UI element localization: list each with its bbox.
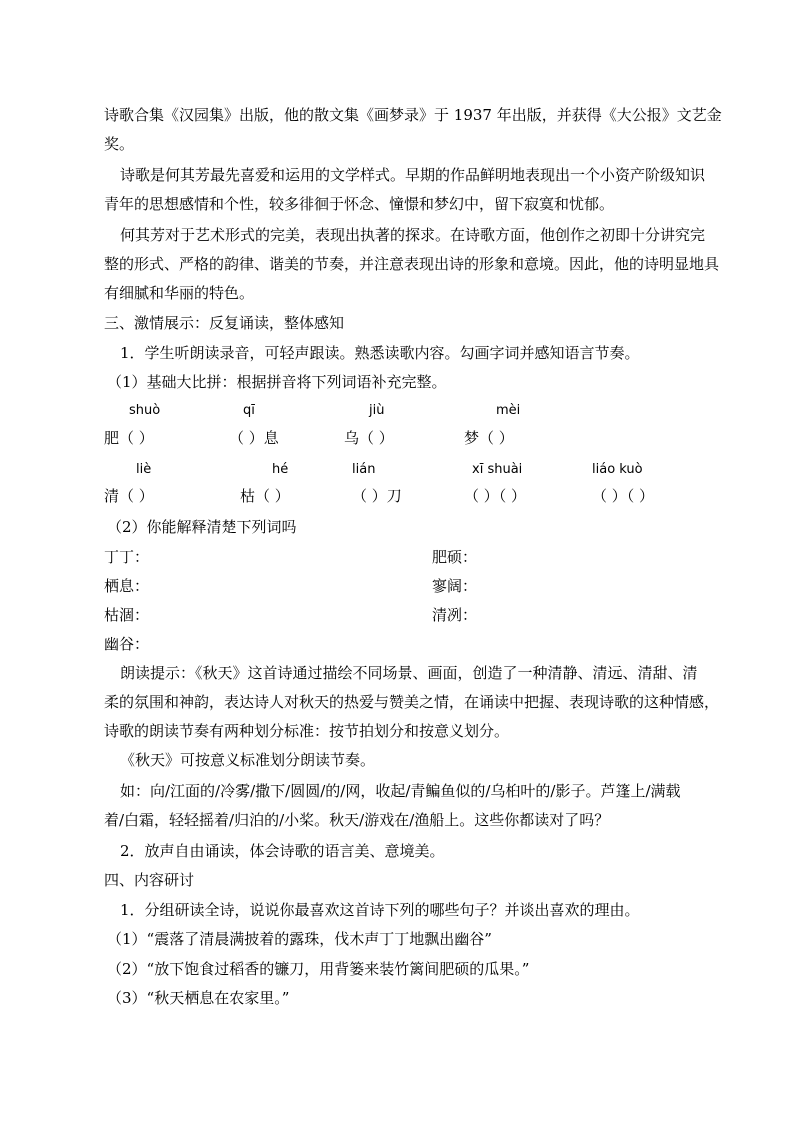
paragraph-3-line-2: 整的形式、严格的韵律、谐美的节奏，并注意表现出诗的形象和意境。因此，他的诗明显地具: [104, 255, 720, 273]
pinyin-mei: mèi: [496, 403, 521, 418]
intro-line-2: 奖。: [104, 135, 135, 153]
section-3-item-2: 2．放声自由诵读，体会诗歌的语言美、意境美。: [120, 842, 445, 860]
term-yougu: 幽谷：: [104, 635, 150, 653]
pinyin-lian: lián: [352, 462, 376, 477]
reading-tip-line-3: 诗歌的朗读节奏有两种划分标准：按节拍划分和按意义划分。: [104, 722, 510, 740]
pinyin-shuo: shuò: [129, 403, 161, 418]
rhythm-intro: 《秋天》可按意义标准划分朗读节奏。: [120, 751, 376, 769]
fill-word-fei: 肥（ ）: [104, 429, 154, 447]
term-qinglie: 清冽：: [432, 606, 478, 624]
fill-word-dao: （ ）刀: [352, 487, 402, 505]
section-3-heading: 三、激情展示：反复诵读，整体感知: [104, 314, 345, 332]
pinyin-qi: qī: [243, 403, 255, 418]
pinyin-he: hé: [272, 462, 289, 477]
term-kuhe: 枯涸：: [104, 606, 150, 624]
section-4-item-1: 1．分组研读全诗，说说你最喜欢这首诗下列的哪些句子？并谈出喜欢的理由。: [120, 901, 640, 919]
term-qixi: 栖息：: [104, 577, 150, 595]
question-2: （2）“放下饱食过稻香的镰刀，用背篓来装竹篱间肥硕的瓜果。”: [107, 960, 530, 978]
pinyin-liaokuo: liáo kuò: [592, 462, 643, 477]
fill-word-xi: （ ）息: [229, 429, 279, 447]
paragraph-3-line-3: 有细腻和华丽的特色。: [104, 284, 255, 302]
fill-word-wu: 乌（ ）: [344, 429, 394, 447]
reading-tip-line-1: 朗读提示：《秋天》这首诗通过描绘不同场景、画面，创造了一种清静、清远、清甜、清: [120, 664, 698, 682]
fill-word-qing: 清（ ）: [104, 487, 154, 505]
section-3-sub-2: （2）你能解释清楚下列词吗: [107, 518, 297, 536]
paragraph-2-line-1: 诗歌是何其芳最先喜爱和运用的文学样式。早期的作品鲜明地表现出一个小资产阶级知识: [120, 166, 706, 184]
fill-word-meng: 梦（ ）: [464, 429, 514, 447]
pinyin-jiu: jiù: [369, 403, 385, 418]
pinyin-lie: liè: [136, 462, 152, 477]
paragraph-3-line-1: 何其芳对于艺术形式的完美，表现出执著的探求。在诗歌方面，他创作之初即十分讲究完: [120, 226, 706, 244]
reading-tip-line-2: 柔的氛围和神韵，表达诗人对秋天的热爱与赞美之情，在诵读中把握、表现诗歌的这种情感，: [104, 693, 720, 711]
fill-word-liaokuo: （ ）（ ）: [592, 487, 655, 505]
pinyin-xishuai: xī shuài: [472, 462, 523, 477]
section-3-item-1: 1．学生听朗读录音，可轻声跟读。熟悉读歌内容。勾画字词并感知语言节奏。: [120, 344, 640, 362]
term-liaokuo: 寥阔：: [432, 577, 478, 595]
section-4-heading: 四、内容研讨: [104, 871, 195, 889]
question-3: （3）“秋天栖息在农家里。”: [107, 989, 290, 1007]
intro-line-1: 诗歌合集《汉园集》出版，他的散文集《画梦录》于 1937 年出版，并获得《大公报》文艺金: [104, 106, 722, 124]
fill-word-ku: 枯（ ）: [240, 487, 290, 505]
fill-word-xishuai: （ ）（ ）: [464, 487, 527, 505]
section-3-sub-1: （1）基础大比拼：根据拼音将下列词语补充完整。: [107, 373, 447, 391]
paragraph-2-line-2: 青年的思想感情和个性，较多徘徊于怀念、憧憬和梦幻中，留下寂寞和忧郁。: [104, 195, 615, 213]
example-line-2: 着/白霜，轻轻摇着/归泊的/小桨。秋天/游戏在/渔船上。这些你都读对了吗？: [104, 811, 610, 829]
term-feishuo: 肥硕：: [432, 548, 478, 566]
term-dingding: 丁丁：: [104, 548, 150, 566]
example-line-1: 如：向/江面的/冷雾/撒下/圆圆/的/网，收起/青鳊鱼似的/乌桕叶的/影子。芦篷上/满载: [120, 782, 681, 800]
question-1: （1）“震落了清晨满披着的露珠，伐木声丁丁地飘出幽谷”: [107, 930, 492, 948]
